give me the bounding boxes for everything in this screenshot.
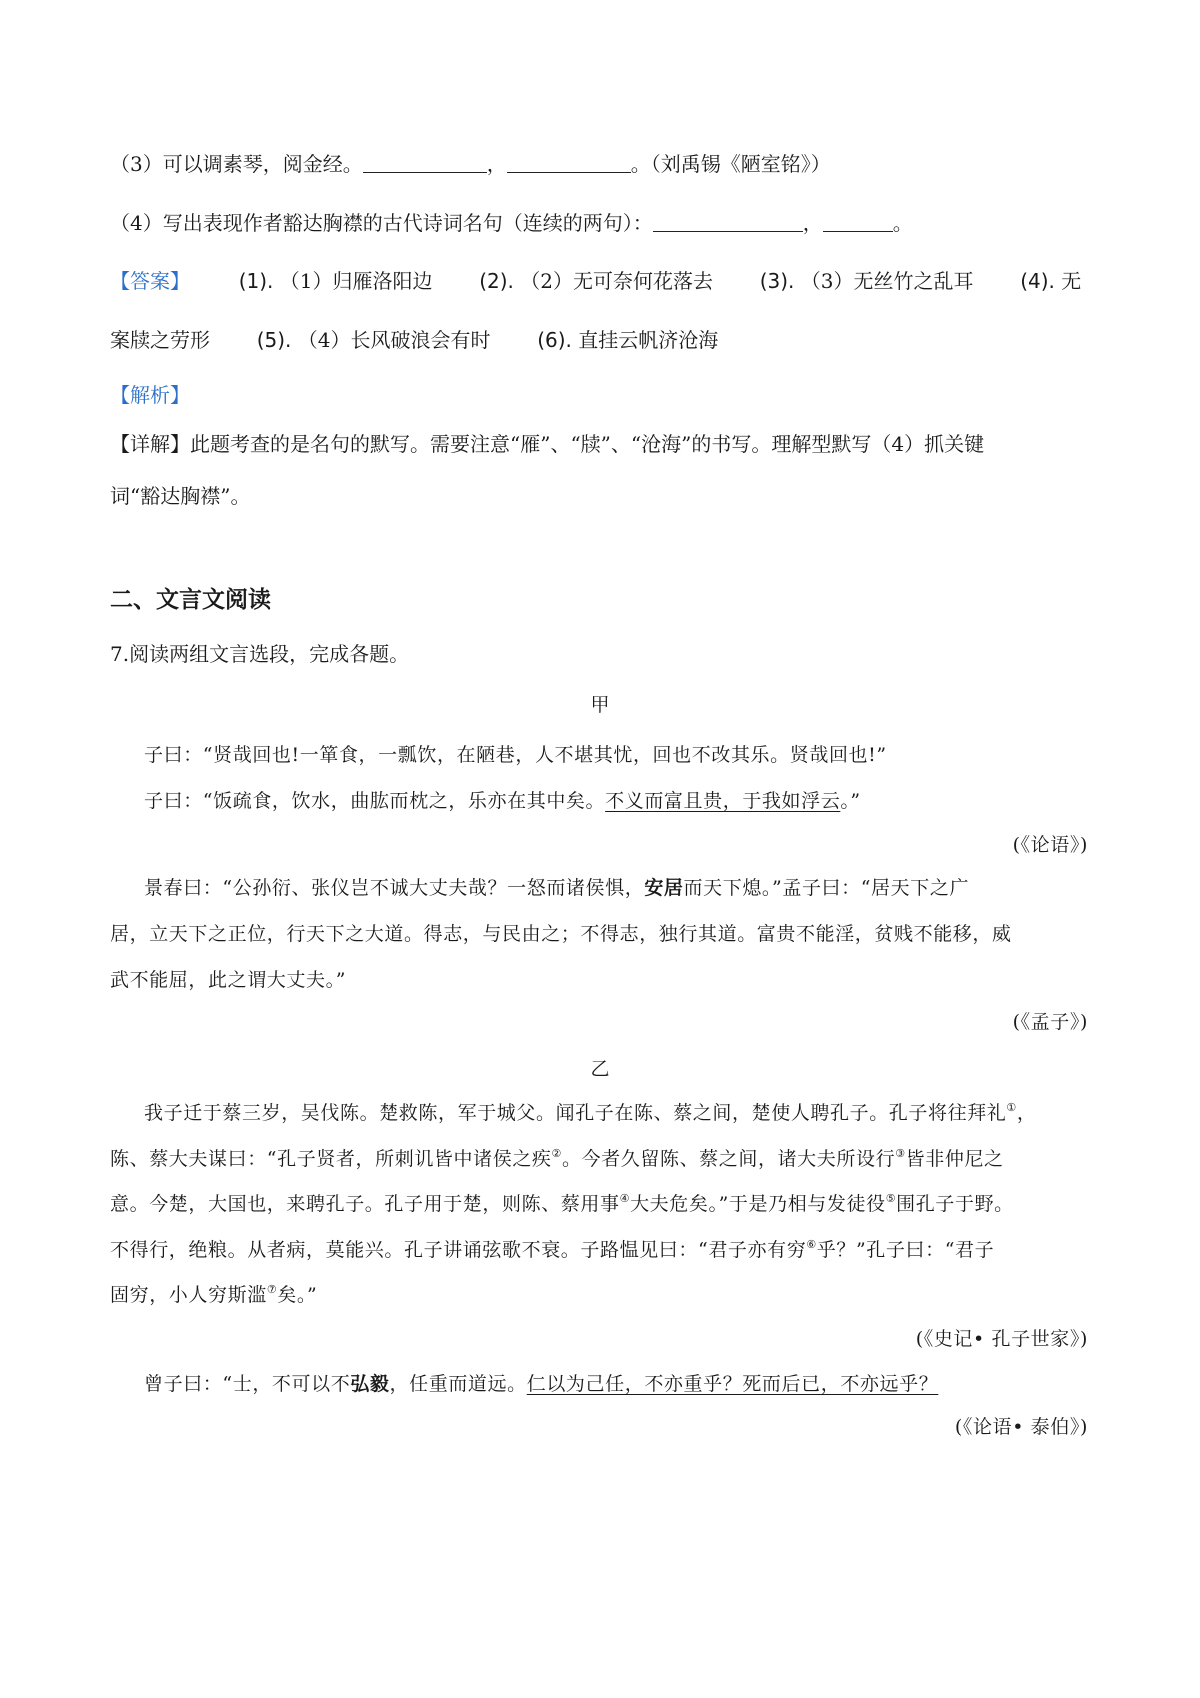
yi-l3-a: 意。今楚，大国也，来聘孔子。孔子用于楚，则陈、蔡用事 (110, 1193, 620, 1215)
yi-line-5 (110, 1281, 317, 1309)
q4-blank-1[interactable] (653, 211, 803, 232)
yi-l3-b: 大夫危矣。”于是乃相与发徒役 (630, 1193, 886, 1215)
section-title: 二、文言文阅读 (110, 587, 271, 613)
q4-suffix: 。 (892, 211, 913, 235)
yi-l2-b: 。今者久留陈、蔡之间，诸大夫所设行 (561, 1148, 896, 1170)
jia-paragraph-3-line-2: 居，立天下之正位，行天下之大道。得志，与民由之；不得志，独行其道。富贵不能淫，贫贱不能移，威 (110, 923, 1012, 945)
detail-line-1: 【详解】此题考查的是名句的默写。需要注意“雁”、“牍”、“沧海”的书写。理解型默写（4）抓关键 (110, 432, 985, 456)
jia-paragraph-1: 子曰：“贤哉回也!一箪食，一瓢饮，在陋巷，人不堪其忧，回也不改其乐。贤哉回也!” (144, 744, 887, 766)
footnote-mark: ④ (619, 1192, 631, 1205)
yi-line-6 (144, 1370, 938, 1398)
detail-line-2: 词“豁达胸襟”。 (110, 484, 251, 508)
jia-p2-underlined: 不义而富且贵，于我如浮云 (605, 790, 841, 812)
yi-l3-c: 围孔子于野。 (896, 1193, 1014, 1215)
yi-l6-b: ，任重而道远。 (389, 1373, 527, 1395)
jia-paragraph-2 (144, 787, 861, 815)
jia-p3-text-a: 景春曰：“公孙衍、张仪岂不诚大丈夫哉？一怒而诸侯惧， (144, 877, 645, 899)
jia-label: 甲 (590, 694, 610, 716)
yi-l6-bold: 弘毅 (350, 1373, 390, 1395)
footnote-mark: ② (551, 1147, 562, 1160)
footnote-mark: ③ (895, 1147, 906, 1160)
answer-text-2: （2）无可奈何花落去 (520, 269, 713, 293)
footnote-mark: ⑦ (266, 1283, 278, 1296)
q3-suffix: 。（刘禹锡《陋室铭》） (630, 152, 831, 176)
yi-l5-b: 矣。” (277, 1284, 318, 1306)
yi-l2-a: 陈、蔡大夫谋曰：“孔子贤者，所刺讥皆中诸侯之疾 (110, 1148, 552, 1170)
jia-p3-text-b: 而天下熄。”孟子曰：“居天下之广 (683, 877, 970, 899)
question-3 (110, 150, 831, 178)
answer-text-5: （4）长风破浪会有时 (297, 328, 491, 352)
yi-l1-end: ， (1016, 1102, 1037, 1124)
q3-blank-1[interactable] (363, 152, 487, 173)
answer-num-3: (3). (759, 269, 795, 293)
answer-label: 【答案】 (110, 269, 190, 293)
answer-num-5: (5). (256, 328, 292, 352)
answer-text-3: （3）无丝竹之乱耳 (800, 269, 974, 293)
answer-line-1 (110, 267, 1100, 295)
yi-l4-b: 乎？”孔子曰：“君子 (816, 1239, 995, 1261)
q4-blank-2[interactable] (823, 211, 893, 232)
answer-text-6: 直挂云帆济沧海 (578, 328, 719, 352)
yi-line-2 (110, 1145, 1004, 1173)
answer-line-2 (110, 326, 718, 354)
q3-prefix: （3）可以调素琴，阅金经。 (110, 152, 363, 176)
yi-l6-underlined: 仁以为己任，不亦重乎？死而后已，不亦远乎？ (526, 1373, 939, 1395)
answer-num-4: (4). (1020, 269, 1055, 293)
answer-text-4: 无 (1061, 269, 1082, 293)
yi-l2-c: 皆非仲尼之 (905, 1148, 1004, 1170)
jia-source-2: (《孟子》) (1012, 1011, 1088, 1033)
jia-p2-plain: 子曰：“饭疏食，饮水，曲肱而枕之，乐亦在其中矣。 (144, 790, 606, 812)
footnote-mark: ⑤ (885, 1192, 897, 1205)
yi-line-4 (110, 1236, 994, 1264)
answer-text-1: （1）归雁洛阳边 (279, 269, 433, 293)
q3-blank-2[interactable] (507, 152, 631, 173)
jia-p2-end: 。” (840, 790, 861, 812)
footnote-mark: ① (1006, 1101, 1017, 1114)
yi-label: 乙 (590, 1058, 610, 1080)
yi-line-3 (110, 1190, 1014, 1218)
yi-l4-a: 不得行，绝粮。从者病，莫能兴。孔子讲诵弦歌不衰。子路愠见曰：“君子亦有穷 (110, 1239, 807, 1261)
yi-source-2: (《论语• 泰伯》) (954, 1416, 1088, 1438)
yi-l1-text: 我子迁于蔡三岁，吴伐陈。楚救陈，军于城父。闻孔子在陈、蔡之间，楚使人聘孔子。孔子将往拜礼 (144, 1102, 1007, 1124)
jia-p3-bold: 安居 (644, 877, 684, 899)
jia-paragraph-3-line-3: 武不能屈，此之谓大丈夫。” (110, 969, 347, 991)
yi-l6-a: 曾子曰：“士，不可以不 (144, 1373, 351, 1395)
answer-text-4-cont: 案牍之劳形 (110, 328, 210, 352)
answer-num-2: (2). (479, 269, 514, 293)
yi-l5-a: 固穷，小人穷斯滥 (110, 1284, 267, 1306)
question-4 (110, 209, 913, 237)
yi-source-1: (《史记• 孔子世家》) (915, 1328, 1088, 1350)
q7-title: 7.阅读两组文言选段，完成各题。 (110, 642, 410, 666)
footnote-mark: ⑥ (806, 1238, 817, 1251)
jia-paragraph-3-line-1 (144, 874, 969, 902)
q4-comma: ， (802, 211, 823, 235)
answer-num-6: (6). (537, 328, 572, 352)
analysis-label: 【解析】 (110, 383, 190, 407)
q4-prefix: （4）写出表现作者豁达胸襟的古代诗词名句（连续的两句）： (110, 211, 653, 235)
yi-line-1 (144, 1099, 1036, 1127)
answer-num-1: (1). (238, 269, 274, 293)
jia-source-1: (《论语》) (1012, 834, 1088, 856)
q3-comma: ， (486, 152, 507, 176)
